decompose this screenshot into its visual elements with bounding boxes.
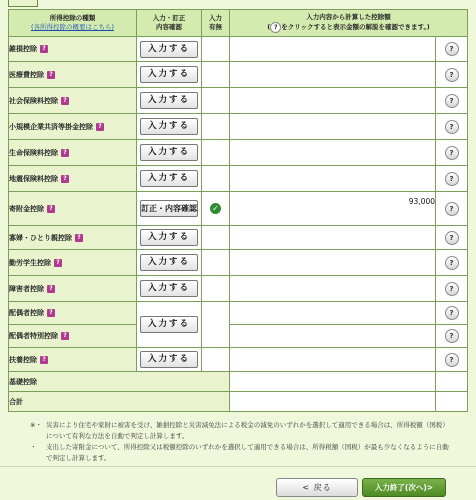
row-amount	[230, 62, 436, 88]
row-help-cell	[436, 226, 468, 250]
table-row	[9, 372, 468, 392]
note-mark: ・	[30, 443, 37, 451]
note-item	[30, 420, 450, 442]
row-label	[9, 62, 137, 88]
header-type-label: 所得控除の種類	[49, 14, 96, 22]
input-button[interactable]: 入力する	[140, 170, 198, 187]
row-button-cell	[137, 302, 202, 348]
row-label	[9, 114, 137, 140]
input-button[interactable]: 入力する	[140, 280, 198, 297]
row-help-cell	[436, 302, 468, 325]
header-deduction-type	[9, 10, 137, 37]
question-icon[interactable]: ?	[75, 234, 83, 242]
row-amount	[230, 140, 436, 166]
row-amount	[230, 37, 436, 62]
row-help-cell	[436, 250, 468, 276]
row-name: 配偶者特別控除	[9, 332, 58, 340]
header-have	[202, 10, 230, 37]
row-name: 合計	[9, 397, 23, 406]
table-row	[9, 192, 468, 226]
row-name: 雑損控除	[9, 45, 37, 53]
table-row	[9, 392, 468, 412]
header-amount	[230, 10, 468, 37]
table-row	[9, 325, 468, 348]
row-help-cell	[436, 372, 468, 392]
row-help-cell	[436, 276, 468, 302]
table-row	[9, 88, 468, 114]
row-name: 扶養控除	[9, 355, 37, 364]
row-amount: 93,000	[230, 192, 436, 226]
row-label	[9, 192, 137, 226]
note-text: 支出した寄附金について、所得控除又は税額控除のいずれかを選択して適用できる場合は、所得税額（国税）が最も少なくなるように自動で判定し計算します。	[46, 443, 449, 462]
question-icon[interactable]: ?	[40, 45, 48, 53]
header-input-line2: 内容確認	[156, 23, 182, 31]
table-row	[9, 250, 468, 276]
row-label	[9, 226, 137, 250]
notes	[30, 420, 450, 464]
divider	[0, 466, 476, 467]
help-icon[interactable]: ?	[445, 146, 459, 160]
row-help-cell	[436, 348, 468, 372]
row-name: 寡婦・ひとり親控除	[9, 233, 72, 242]
row-button-cell	[137, 226, 202, 250]
input-button[interactable]: 入力する	[140, 351, 198, 368]
row-amount	[230, 114, 436, 140]
input-button[interactable]: 入力する	[140, 41, 198, 58]
row-help-cell	[436, 140, 468, 166]
header-have-line2: 有無	[209, 23, 222, 31]
input-button[interactable]: 入力する	[140, 66, 198, 83]
row-label	[9, 250, 137, 276]
row-name: 医療費控除	[9, 70, 44, 79]
note-text: 災害により住宅や家財に被害を受け、雑損控除と災害減免法による税金の減免のいずれかを選択して適用できる場合は、所得税額（国税）について有利な方法を自動で判定し計算します。	[46, 421, 449, 440]
row-button-cell	[137, 348, 202, 372]
row-have	[202, 302, 230, 348]
help-icon[interactable]: ?	[445, 329, 459, 343]
row-label	[9, 166, 137, 192]
header-amount-post: をクリックすると表示金額の解説を確認できます。)	[281, 23, 430, 31]
row-label	[9, 140, 137, 166]
header-amount-line2	[230, 22, 467, 33]
input-button[interactable]: 入力する	[140, 254, 198, 271]
deduction-table	[8, 9, 468, 412]
question-icon[interactable]: ?	[40, 356, 48, 364]
table-row	[9, 166, 468, 192]
row-have	[202, 226, 230, 250]
question-icon[interactable]: ?	[47, 285, 55, 293]
table-row	[9, 226, 468, 250]
row-name: 社会保険料控除	[9, 96, 58, 105]
header-input	[137, 10, 202, 37]
table-row	[9, 302, 468, 325]
row-help-cell	[436, 114, 468, 140]
row-amount	[230, 372, 436, 392]
row-label	[9, 37, 137, 62]
help-icon[interactable]: ?	[445, 42, 459, 56]
row-have	[202, 62, 230, 88]
row-amount	[230, 325, 436, 348]
input-button[interactable]: 入力する	[140, 92, 198, 109]
row-name: 寄附金控除	[9, 204, 44, 213]
row-name: 基礎控除	[9, 377, 37, 386]
help-icon: ?	[270, 22, 281, 33]
row-help-cell	[436, 192, 468, 226]
row-label	[9, 88, 137, 114]
help-icon[interactable]: ?	[445, 68, 459, 82]
question-icon[interactable]: ?	[47, 205, 55, 213]
input-button[interactable]: 入力する	[140, 118, 198, 135]
row-button-cell	[137, 114, 202, 140]
row-have	[202, 192, 230, 226]
question-icon[interactable]: ?	[47, 309, 55, 317]
table-row	[9, 37, 468, 62]
row-amount	[230, 348, 436, 372]
row-label	[9, 348, 137, 372]
row-button-cell	[137, 62, 202, 88]
row-have	[202, 88, 230, 114]
row-label	[9, 392, 230, 412]
row-amount	[230, 250, 436, 276]
row-name: 配偶者控除	[9, 309, 44, 317]
edit-confirm-button[interactable]: 訂正・内容確認	[140, 200, 198, 217]
table-row	[9, 348, 468, 372]
row-label	[9, 325, 137, 348]
help-icon[interactable]: ?	[445, 256, 459, 270]
row-amount	[230, 166, 436, 192]
question-icon[interactable]: ?	[96, 123, 104, 131]
row-name: 勤労学生控除	[9, 258, 51, 267]
row-name: 小規模企業共済等掛金控除	[9, 122, 93, 131]
row-label	[9, 276, 137, 302]
row-have	[202, 140, 230, 166]
help-icon[interactable]: ?	[445, 306, 459, 320]
table-row	[9, 140, 468, 166]
check-icon: ✓	[210, 203, 221, 214]
row-name: 地震保険料控除	[9, 174, 58, 183]
question-icon[interactable]: ?	[47, 71, 55, 79]
deduction-overview-link[interactable]: (各所得控除の概要はこちら)	[30, 23, 115, 31]
question-icon[interactable]: ?	[61, 149, 69, 157]
row-amount	[230, 226, 436, 250]
row-help-cell	[436, 62, 468, 88]
row-name: 生命保険料控除	[9, 148, 58, 157]
row-have	[202, 166, 230, 192]
row-label	[9, 372, 230, 392]
note-mark: ※・	[30, 421, 42, 429]
row-label	[9, 302, 137, 325]
row-button-cell	[137, 166, 202, 192]
row-amount	[230, 88, 436, 114]
row-amount	[230, 392, 436, 412]
help-icon[interactable]: ?	[445, 353, 459, 367]
question-icon[interactable]: ?	[61, 97, 69, 105]
row-button-cell	[137, 192, 202, 226]
row-button-cell	[137, 140, 202, 166]
row-button-cell	[137, 276, 202, 302]
note-item	[30, 442, 450, 464]
row-help-cell	[436, 392, 468, 412]
row-help-cell	[436, 88, 468, 114]
help-icon[interactable]: ?	[445, 202, 459, 216]
row-help-cell	[436, 166, 468, 192]
question-icon[interactable]: ?	[61, 175, 69, 183]
top-stub	[8, 0, 38, 7]
question-icon[interactable]: ?	[61, 332, 69, 340]
row-have	[202, 37, 230, 62]
header-have-line1: 入力	[209, 14, 222, 22]
help-icon[interactable]: ?	[445, 231, 459, 245]
table-row	[9, 62, 468, 88]
row-amount	[230, 276, 436, 302]
help-icon[interactable]: ?	[445, 120, 459, 134]
row-button-cell	[137, 88, 202, 114]
row-have	[202, 348, 230, 372]
back-button[interactable]: < 戻る	[276, 478, 358, 497]
row-button-cell	[137, 37, 202, 62]
row-have	[202, 250, 230, 276]
row-have	[202, 114, 230, 140]
question-icon[interactable]: ?	[54, 259, 62, 267]
row-amount	[230, 302, 436, 325]
input-button[interactable]: 入力する	[140, 229, 198, 246]
row-button-cell	[137, 250, 202, 276]
row-help-cell	[436, 325, 468, 348]
header-amount-line1: 入力内容から計算した控除額	[306, 13, 391, 21]
help-icon[interactable]: ?	[445, 94, 459, 108]
row-name: 障害者控除	[9, 284, 44, 293]
row-help-cell	[436, 37, 468, 62]
row-have	[202, 276, 230, 302]
header-amount-pre: (	[267, 23, 271, 31]
input-button[interactable]: 入力する	[140, 144, 198, 161]
table-row	[9, 276, 468, 302]
header-input-line1: 入力・訂正	[152, 14, 186, 22]
help-icon[interactable]: ?	[445, 282, 459, 296]
table-row	[9, 114, 468, 140]
help-icon[interactable]: ?	[445, 172, 459, 186]
next-button[interactable]: 入力終了(次へ)>	[362, 478, 446, 497]
input-button[interactable]: 入力する	[140, 316, 198, 333]
